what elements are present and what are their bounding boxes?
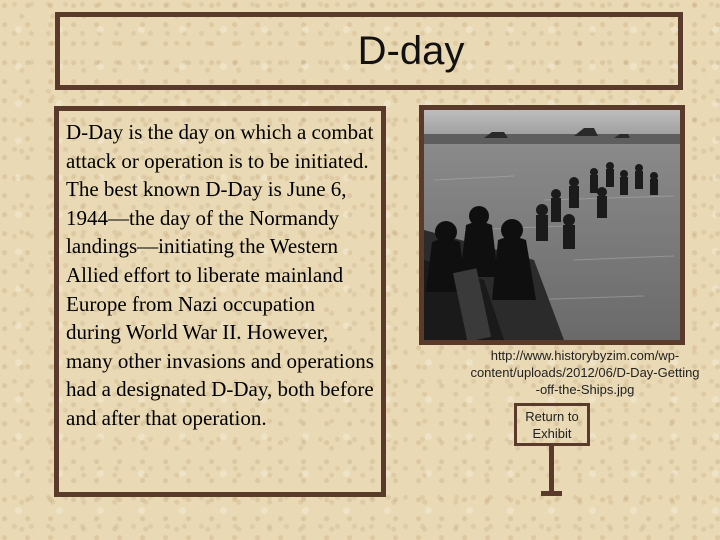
sign-post-base	[541, 491, 562, 496]
return-to-exhibit-button[interactable]: Return to Exhibit	[514, 403, 590, 446]
dday-landing-photo	[424, 110, 680, 340]
text-panel	[54, 106, 386, 497]
title-box	[55, 12, 683, 90]
page-title: D-day	[357, 28, 465, 73]
photo-frame	[419, 105, 685, 345]
body-text: D-Day is the day on which a combat attack or operation is to be initiated. The best known D-Day is June 6, 1944—the day of the Normandy landings—initiating the Western Allied effort to liberate mainland Europe from Nazi occupation during World War II. However, many other invasions and operations had a designated D-Day, both before and after that operation.	[66, 120, 374, 430]
sign-post	[549, 446, 554, 492]
image-source-caption: http://www.historybyzim.com/wp- content/uploads/2012/06/D-Day-Getting -off-the-Ships.jpg	[470, 348, 700, 397]
